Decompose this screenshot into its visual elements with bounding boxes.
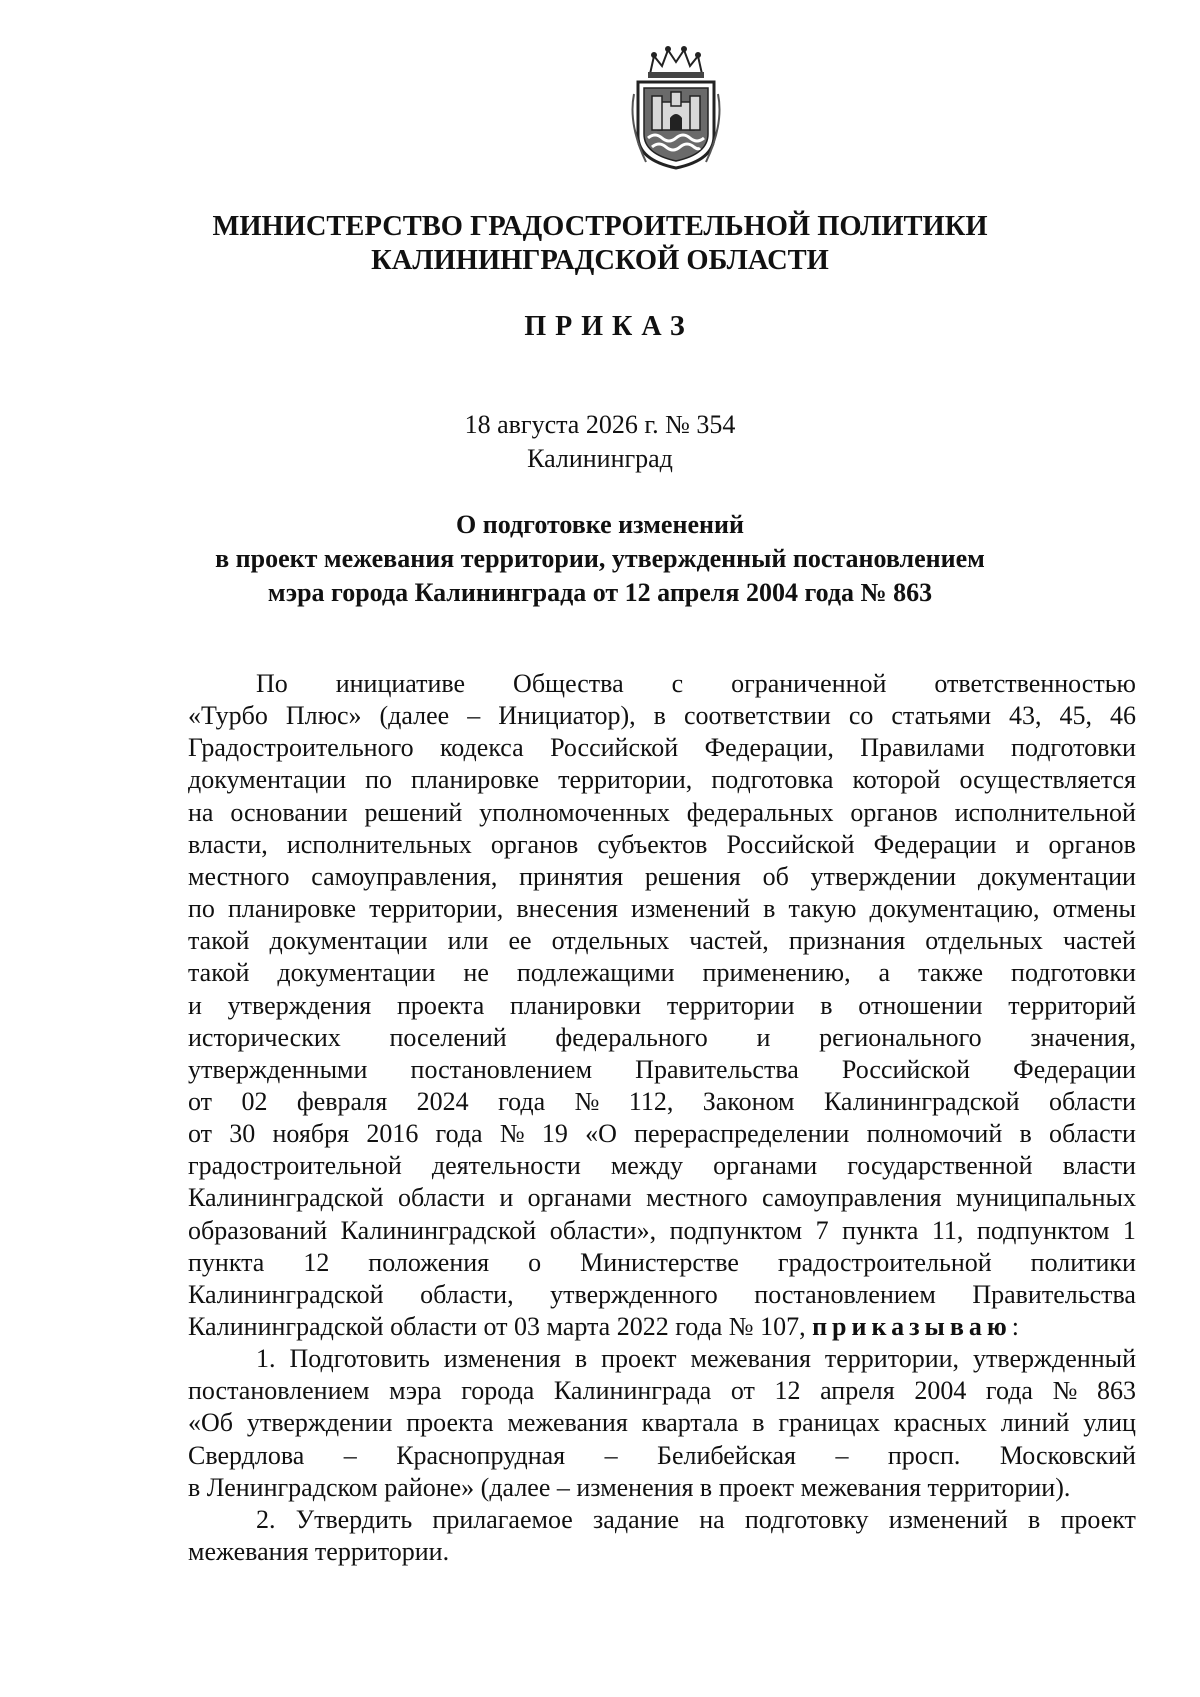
body-word: самоуправления, [311,861,498,891]
body-word: от [730,1376,755,1406]
body-word: от [188,1086,213,1116]
body-word: (далее [379,701,450,731]
body-word: власти [1062,1151,1136,1181]
body-word: решения [644,861,741,891]
body-word: 30 [229,1119,256,1149]
order-verb: приказываю [812,1312,1012,1341]
body-word: 2. [256,1504,276,1534]
body-line [188,797,1136,829]
body-word: внесения [516,894,618,924]
body-word: Краснопрудная [396,1440,566,1470]
body-word: документацию, [869,894,1040,924]
body-word: не [463,958,489,988]
body-word: пункта [842,1215,919,1245]
body-word: планировке [411,765,540,795]
body-word: утвержденными [188,1054,368,1084]
body-word: решений [364,797,463,827]
body-word: 7 [815,1215,829,1245]
date-and-place [150,408,1050,476]
body-word: субъектов [597,829,708,859]
body-word: подготовка [711,765,834,795]
body-word: в [752,1408,765,1438]
body-word: красных [893,1408,987,1438]
body-word: политики [1030,1247,1136,1277]
body-word: Белибейская [657,1440,796,1470]
body-word: положения [368,1247,490,1277]
body-word: Федерации [1013,1054,1136,1084]
body-word: 11, [931,1215,964,1245]
body-word: власти, [188,829,268,859]
body-word: утвержденный [973,1344,1136,1374]
body-line [188,1375,1136,1407]
body-word: органами [713,1151,818,1181]
body-word: постановлением [188,1376,370,1406]
body-word: частей, [689,926,769,956]
body-word: изменений [888,1504,1008,1534]
body-word: – [835,1440,849,1470]
body-line-text: Калининградской области от 03 марта 2022 года № 107, [188,1312,813,1341]
body-word: а [878,958,891,988]
body-line-text: в Ленинградском районе» (далее – изменения в проект межевания территории). [188,1472,1071,1502]
body-word: По [256,669,288,698]
body-word: между [610,1151,684,1181]
body-word: области», [549,1215,657,1245]
body-word: осуществляется [959,765,1136,795]
body-word: «Турбо [188,701,268,731]
body-line [188,1279,1136,1311]
body-word: документации [269,926,428,956]
body-word: органами [527,1183,632,1213]
body-word: территории [666,990,795,1020]
body-word: органов [1048,829,1136,859]
body-word: Российской [726,829,855,859]
body-line [188,829,1136,861]
body-line [188,1536,449,1568]
body-word: Правилами [860,733,985,763]
body-word: проекта [406,1408,494,1438]
body-word: такой [188,926,250,956]
body-word: прилагаемое [432,1504,573,1534]
body-word: территории, [824,1344,960,1374]
body-word: и [188,990,202,1020]
body-line [256,1343,1136,1375]
body-word: постановлением [754,1279,936,1309]
body-word: в [653,701,666,731]
body-line [188,1472,1070,1504]
body-word: Российской [841,1054,971,1084]
body-word: частей [1062,926,1136,956]
body-word: государственной [847,1151,1033,1181]
body-word: Федерации, [704,733,834,763]
body-word: линий [1000,1408,1070,1438]
body-word: – [604,1440,618,1470]
body-word: изменений [631,894,751,924]
body-word: межевания [507,1408,628,1438]
body-word: Калининградской [340,1215,537,1245]
body-word: на [188,797,214,827]
body-word: поселений [389,1022,507,1052]
body-word: статьями [891,701,992,731]
body-word: № [574,1086,600,1116]
body-word: Свердлова [188,1440,305,1470]
body-line [188,1054,1136,1086]
body-word: в [763,894,776,924]
body-word: проект [601,1344,677,1374]
body-word: инициативе [335,669,466,698]
body-word: Градостроительного [188,733,414,763]
body-word: постановлением [410,1054,593,1084]
body-word: № [499,1119,525,1149]
body-word: года [498,1086,546,1116]
body-word: в [574,1344,588,1374]
body-word: принятия [519,861,624,891]
body-word: исполнительных [286,829,472,859]
body-word: территории, [558,765,693,795]
body-word: образований [188,1215,328,1245]
body-word: ноября [272,1119,350,1149]
body-word: по [365,765,392,795]
body-word: такой [188,958,250,988]
body-word: территорий [1008,990,1136,1020]
body-line [188,1247,1136,1279]
body-word: области, [420,1279,514,1309]
body-line [188,893,1136,925]
body-word: апреля [820,1376,895,1406]
body-word: об [762,861,789,891]
body-word: в [1019,1119,1032,1149]
ministry-name [150,210,1050,278]
body-word: кодекса [439,733,524,763]
body-line [188,1407,1136,1439]
body-word: подготовку [744,1504,869,1534]
body-word: подготовки [1011,958,1136,988]
body-word: изменения [443,1344,561,1374]
subject-line-1: О подготовке изменений [456,510,744,539]
body-word: основании [230,797,348,827]
body-word: уполномоченных [479,797,670,827]
body-line [188,925,1136,957]
body-word: мэра [389,1376,442,1406]
body-word: со [848,701,874,731]
body-line [188,764,1136,796]
body-word: области [398,1183,485,1213]
body-line [188,957,1136,989]
body-word: – [467,701,481,731]
body-word: «Об [188,1408,234,1438]
body-word: № [1052,1376,1078,1406]
body-word: местного [188,861,290,891]
body-word: – [343,1440,357,1470]
body-word: градостроительной [777,1247,992,1277]
body-word: межевания [690,1344,811,1374]
body-word: подпунктом [669,1215,803,1245]
body-word: Инициатор), [498,701,636,731]
body-word: отмены [1052,894,1136,924]
body-line-text: межевания территории. [188,1537,450,1567]
body-line [256,1504,1136,1536]
body-word: Подготовить [289,1344,430,1374]
body-word: органов [490,829,579,859]
body-word: отношении [858,990,983,1020]
body-word: от [188,1119,213,1149]
body-word: границах [778,1408,880,1438]
body-line [188,732,1136,764]
body-word: Калининградской [188,1183,384,1213]
body-word: подлежащими [516,958,675,988]
body-line [188,1182,1136,1214]
body-word: февраля [296,1086,388,1116]
body-word: документации [977,861,1136,891]
body-word: просп. [887,1440,961,1470]
body-word: такую [788,894,857,924]
coat-of-arms-emblem [628,44,724,170]
body-word: значения, [1030,1022,1136,1052]
body-word: органов [850,797,938,827]
body-word: Калининградской [823,1086,1020,1116]
body-line [188,1440,1136,1472]
body-word: года [435,1119,483,1149]
body-word: самоуправления [762,1183,942,1213]
body-word: и [499,1183,514,1213]
body-word: Общества [513,669,624,698]
body-word: улиц [1083,1408,1136,1438]
body-line [188,1086,1136,1118]
subject-line-3: мэра города Калининграда от 12 апреля 2004 года № 863 [267,578,933,607]
order-verb-colon: : [1011,1312,1019,1341]
body-word: 2004 [914,1376,967,1406]
body-word: перераспределении [634,1119,850,1149]
body-word: исторических [188,1022,341,1052]
body-word: по [188,894,215,924]
ministry-name-line-1: МИНИСТЕРСТВО ГРАДОСТРОИТЕЛЬНОЙ ПОЛИТИКИ [212,211,988,242]
body-word: утвержденного [550,1279,718,1309]
body-word: утверждении [810,861,957,891]
body-word: Законом [702,1086,795,1116]
body-word: федеральных [686,797,834,827]
body-word: Утвердить [295,1504,413,1534]
order-date-number: 18 августа 2026 г. № 354 [464,410,736,439]
body-word: градостроительной [188,1151,402,1181]
body-word: отдельных [551,926,670,956]
body-word: на [699,1504,725,1534]
body-word: регионального [819,1022,982,1052]
body-line [188,700,1136,732]
body-word: 1. [256,1344,276,1374]
body-line [188,1022,1136,1054]
body-word: в [1027,1504,1041,1534]
body-word: «О [585,1119,617,1149]
order-city: Калининград [527,444,673,473]
body-word: утверждении [246,1408,393,1438]
body-word: применению, [702,958,851,988]
body-word: области [1048,1119,1136,1149]
body-word: пункта [188,1247,265,1277]
document-type-title: ПРИКАЗ [524,311,694,342]
body-line [256,668,1136,700]
subject-line-2: в проект межевания территории, утвержденный постановлением [215,544,985,573]
body-word: 43, [1009,701,1042,731]
body-word: 12 [303,1247,330,1277]
body-word: полномочий [866,1119,1003,1149]
body-word: области [1048,1086,1136,1116]
body-word: ограниченной [731,669,887,698]
body-word: Московский [999,1440,1136,1470]
body-word: утверждения [227,990,372,1020]
body-word: Правительства [972,1279,1136,1309]
body-word: муниципальных [955,1183,1136,1213]
body-word: документации [188,765,347,795]
body-word: 2024 [416,1086,469,1116]
body-word: также [918,958,984,988]
body-word: Федерации [873,829,997,859]
body-word: и [1015,829,1030,859]
order-subject [150,508,1050,610]
body-word: подпунктом [976,1215,1110,1245]
body-line [188,1150,1136,1182]
body-word: Российской [550,733,679,763]
body-word: признания [788,926,906,956]
body-word: местного [646,1183,748,1213]
body-line [188,861,1136,893]
body-word: соответствии [683,701,831,731]
body-word: планировки [510,990,642,1020]
body-word: территории, [369,894,504,924]
body-word: 46 [1109,701,1136,731]
body-word: документации [277,958,436,988]
body-word: года [985,1376,1033,1406]
body-word: планировке [228,894,357,924]
body-word: 863 [1097,1376,1136,1406]
body-word: Министерстве [580,1247,739,1277]
body-word: о [528,1247,542,1277]
body-word: в [820,990,833,1020]
body-word: проекта [396,990,485,1020]
body-word: 2016 [366,1119,419,1149]
body-word: исполнительной [954,797,1136,827]
body-line [188,1215,1136,1247]
body-word: или [447,926,489,956]
body-word: города [461,1376,535,1406]
body-word: Правительства [635,1054,799,1084]
body-word: ответственностью [934,669,1136,698]
body-word: 1 [1122,1215,1136,1245]
body-word: которой [852,765,941,795]
body-word: подготовки [1011,733,1136,763]
body-word: Плюс» [285,701,362,731]
body-word: квартала [641,1408,739,1438]
body-word: 45, [1059,701,1092,731]
body-word: 12 [774,1376,801,1406]
body-word: деятельности [431,1151,581,1181]
body-line [188,1118,1136,1150]
body-word: 19 [541,1119,568,1149]
body-word: 02 [241,1086,268,1116]
body-word: Калининграда [553,1376,712,1406]
body-line [188,990,1136,1022]
body-word: с [671,669,684,698]
body-line [188,1311,1019,1343]
body-word: задание [593,1504,679,1534]
body-word: Калининградской [188,1279,384,1309]
body-word: и [756,1022,771,1052]
body-word: проект [1060,1504,1136,1534]
body-word: ее [508,926,532,956]
body-word: отдельных [925,926,1043,956]
body-word: федерального [555,1022,708,1052]
body-word: 112, [628,1086,674,1116]
ministry-name-line-2: КАЛИНИНГРАДСКОЙ ОБЛАСТИ [371,245,829,276]
